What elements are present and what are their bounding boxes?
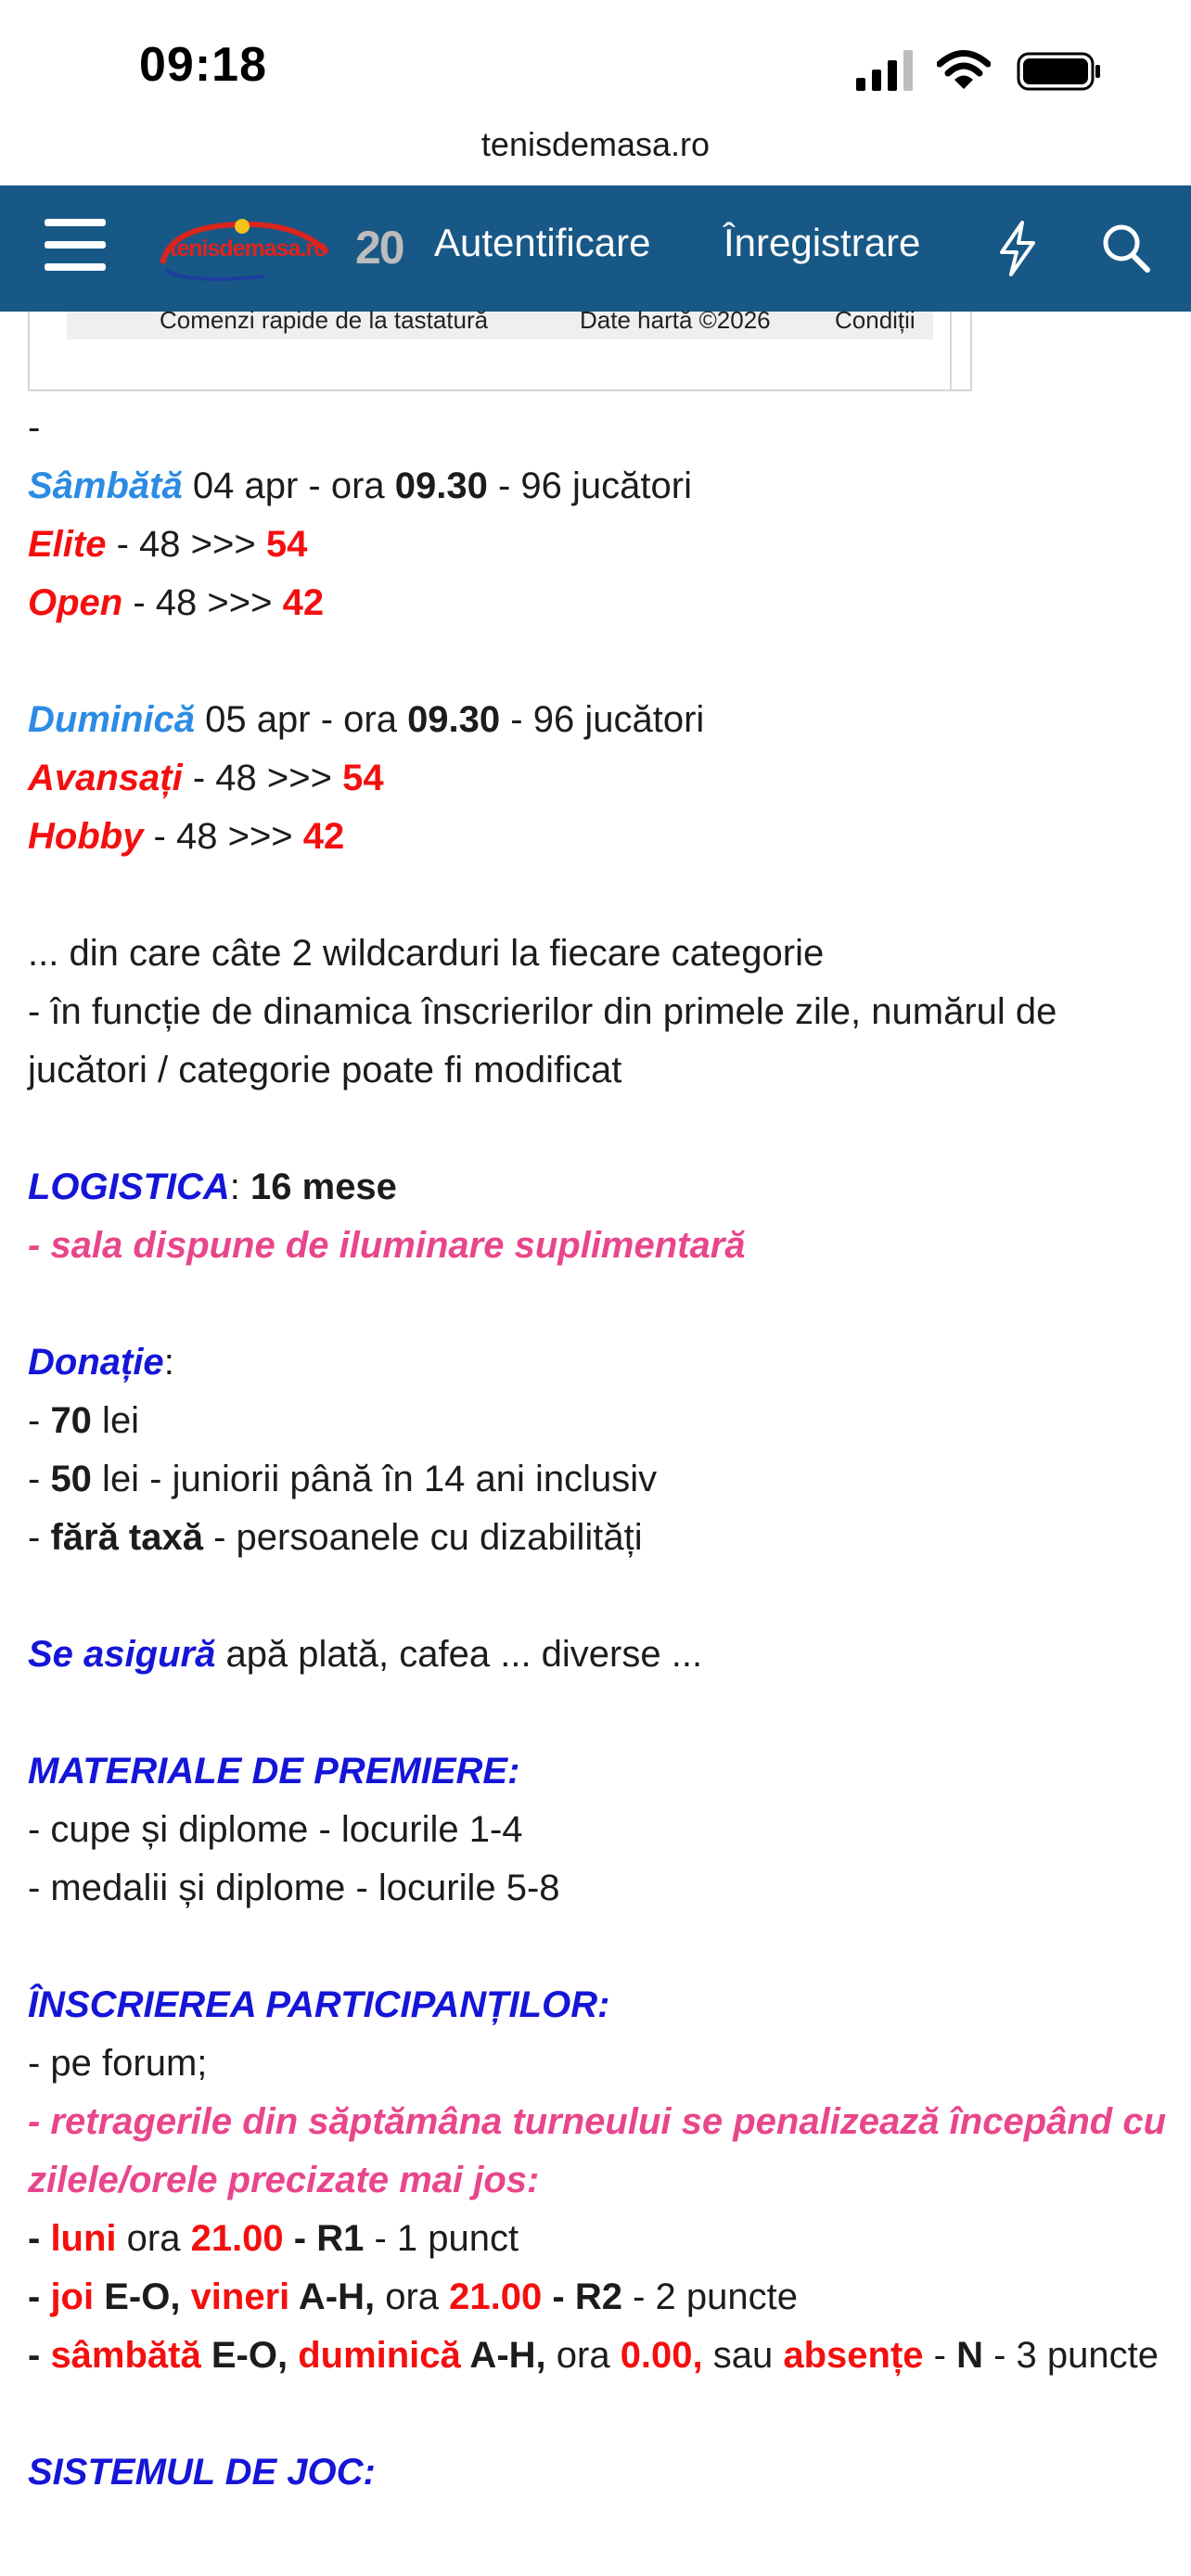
donation-heading xyxy=(28,1333,1169,1392)
login-link[interactable]: Autentificare xyxy=(434,221,651,264)
open-text: - 48 >>> xyxy=(122,582,283,623)
penalty-r2: - joi E-O, vineri A-H, ora 21.00 - R2 - 2 puncte xyxy=(28,2276,798,2317)
site-logo[interactable] xyxy=(153,211,413,289)
spacer xyxy=(28,1100,1169,1158)
sunday-label: Duminică xyxy=(28,699,196,740)
wifi-icon xyxy=(937,48,991,91)
hobby-category xyxy=(28,808,1169,866)
sunday-date: 05 apr - ora xyxy=(195,699,408,740)
logo-text: tenisdemasa.ro xyxy=(170,236,327,261)
hobby-label: Hobby xyxy=(28,816,144,857)
menu-icon[interactable] xyxy=(45,219,106,278)
saturday-players: - 96 jucători xyxy=(487,465,692,506)
status-bar xyxy=(0,0,1191,185)
dash-line: - xyxy=(28,407,41,448)
provided-line xyxy=(28,1626,1169,1684)
open-label: Open xyxy=(28,582,123,623)
donation-amount: 50 xyxy=(50,1459,92,1499)
logistics-label: LOGISTICA xyxy=(28,1167,230,1207)
logo-number: 20 xyxy=(355,222,403,274)
spacer xyxy=(28,1567,1169,1626)
advanced-category xyxy=(28,749,1169,808)
signal-icon xyxy=(856,50,916,91)
saturday-schedule xyxy=(28,457,1169,516)
advanced-label: Avansați xyxy=(28,758,183,798)
sunday-time: 09.30 xyxy=(407,699,501,740)
lighting-note: - sala dispune de iluminare suplimentară xyxy=(28,1225,746,1266)
saturday-time: 09.30 xyxy=(394,465,488,506)
advanced-value: 54 xyxy=(342,758,384,798)
penalty-note: - retragerile din săptămâna turneului se penalizează începând cu zilele/orele precizate mai jos: xyxy=(28,2101,1167,2200)
elite-label: Elite xyxy=(28,524,107,565)
advanced-text: - 48 >>> xyxy=(182,758,343,798)
status-time: 09:18 xyxy=(139,38,267,92)
awards-item: - medalii și diplome - locurile 5-8 xyxy=(28,1868,560,1908)
embedded-map[interactable] xyxy=(28,306,972,391)
donation-colon: : xyxy=(163,1342,174,1383)
open-category xyxy=(28,574,1169,632)
hobby-value: 42 xyxy=(302,816,345,857)
game-system-heading: SISTEMUL DE JOC: xyxy=(28,2452,376,2493)
post-content xyxy=(28,399,1169,2502)
spacer xyxy=(28,1684,1169,1742)
penalty-n: - sâmbătă E-O, duminică A-H, ora 0.00, sau absențe - N - 3 puncte xyxy=(28,2335,1159,2376)
saturday-label: Sâmbătă xyxy=(28,465,183,506)
donation-item: - fără taxă - persoanele cu dizabilități xyxy=(28,1517,643,1558)
spacer xyxy=(28,632,1169,691)
hobby-text: - 48 >>> xyxy=(143,816,303,857)
site-navbar xyxy=(0,185,1191,312)
registration-heading: ÎNSCRIEREA PARTICIPANȚILOR: xyxy=(28,1984,610,2025)
map-keyboard-shortcuts[interactable]: Comenzi rapide de la tastatură xyxy=(160,306,489,334)
sunday-schedule xyxy=(28,691,1169,749)
spacer xyxy=(28,866,1169,925)
open-value: 42 xyxy=(282,582,325,623)
spacer xyxy=(28,2385,1169,2443)
battery-icon xyxy=(1017,52,1102,91)
elite-text: - 48 >>> xyxy=(106,524,266,565)
donation-amount: fără taxă xyxy=(50,1517,203,1558)
map-data-credit: Date hartă ©2026 xyxy=(580,306,771,334)
saturday-date: 04 apr - ora xyxy=(182,465,395,506)
donation-item: - 50 lei - juniorii până în 14 ani inclusiv xyxy=(28,1459,658,1499)
penalty-r1: - luni ora 21.00 - R1 - 1 punct xyxy=(28,2218,519,2259)
donation-amount: 70 xyxy=(50,1400,92,1441)
map-terms-link[interactable]: Condiții xyxy=(835,306,916,334)
provided-text: apă plată, cafea ... diverse ... xyxy=(215,1634,703,1675)
map-divider xyxy=(950,312,952,389)
wildcards-note: ... din care câte 2 wildcarduri la fiecare categorie xyxy=(28,933,825,974)
registration-forum: - pe forum; xyxy=(28,2043,208,2084)
awards-item: - cupe și diplome - locurile 1-4 xyxy=(28,1809,523,1850)
sunday-players: - 96 jucători xyxy=(500,699,705,740)
elite-category xyxy=(28,516,1169,574)
provided-label: Se asigură xyxy=(28,1634,216,1675)
register-link[interactable]: Înregistrare xyxy=(724,221,921,264)
elite-value: 54 xyxy=(265,524,308,565)
bolt-icon[interactable] xyxy=(989,219,1046,278)
map-attribution-bar xyxy=(67,306,933,339)
awards-heading: MATERIALE DE PREMIERE: xyxy=(28,1751,520,1792)
spacer xyxy=(28,1275,1169,1333)
address-bar-url[interactable]: tenisdemasa.ro xyxy=(480,125,711,163)
logistics-tables: 16 mese xyxy=(250,1167,397,1207)
search-icon[interactable] xyxy=(1097,219,1155,278)
donation-item: - 70 lei xyxy=(28,1400,140,1441)
logistics-colon: : xyxy=(229,1167,251,1207)
logistics-line xyxy=(28,1158,1169,1217)
dynamics-note: - în funcție de dinamica înscrierilor din primele zile, numărul de jucători / categorie poate fi modificat xyxy=(28,991,1057,1090)
status-icons xyxy=(852,45,1111,100)
donation-label: Donație xyxy=(28,1342,164,1383)
spacer xyxy=(28,1918,1169,1976)
